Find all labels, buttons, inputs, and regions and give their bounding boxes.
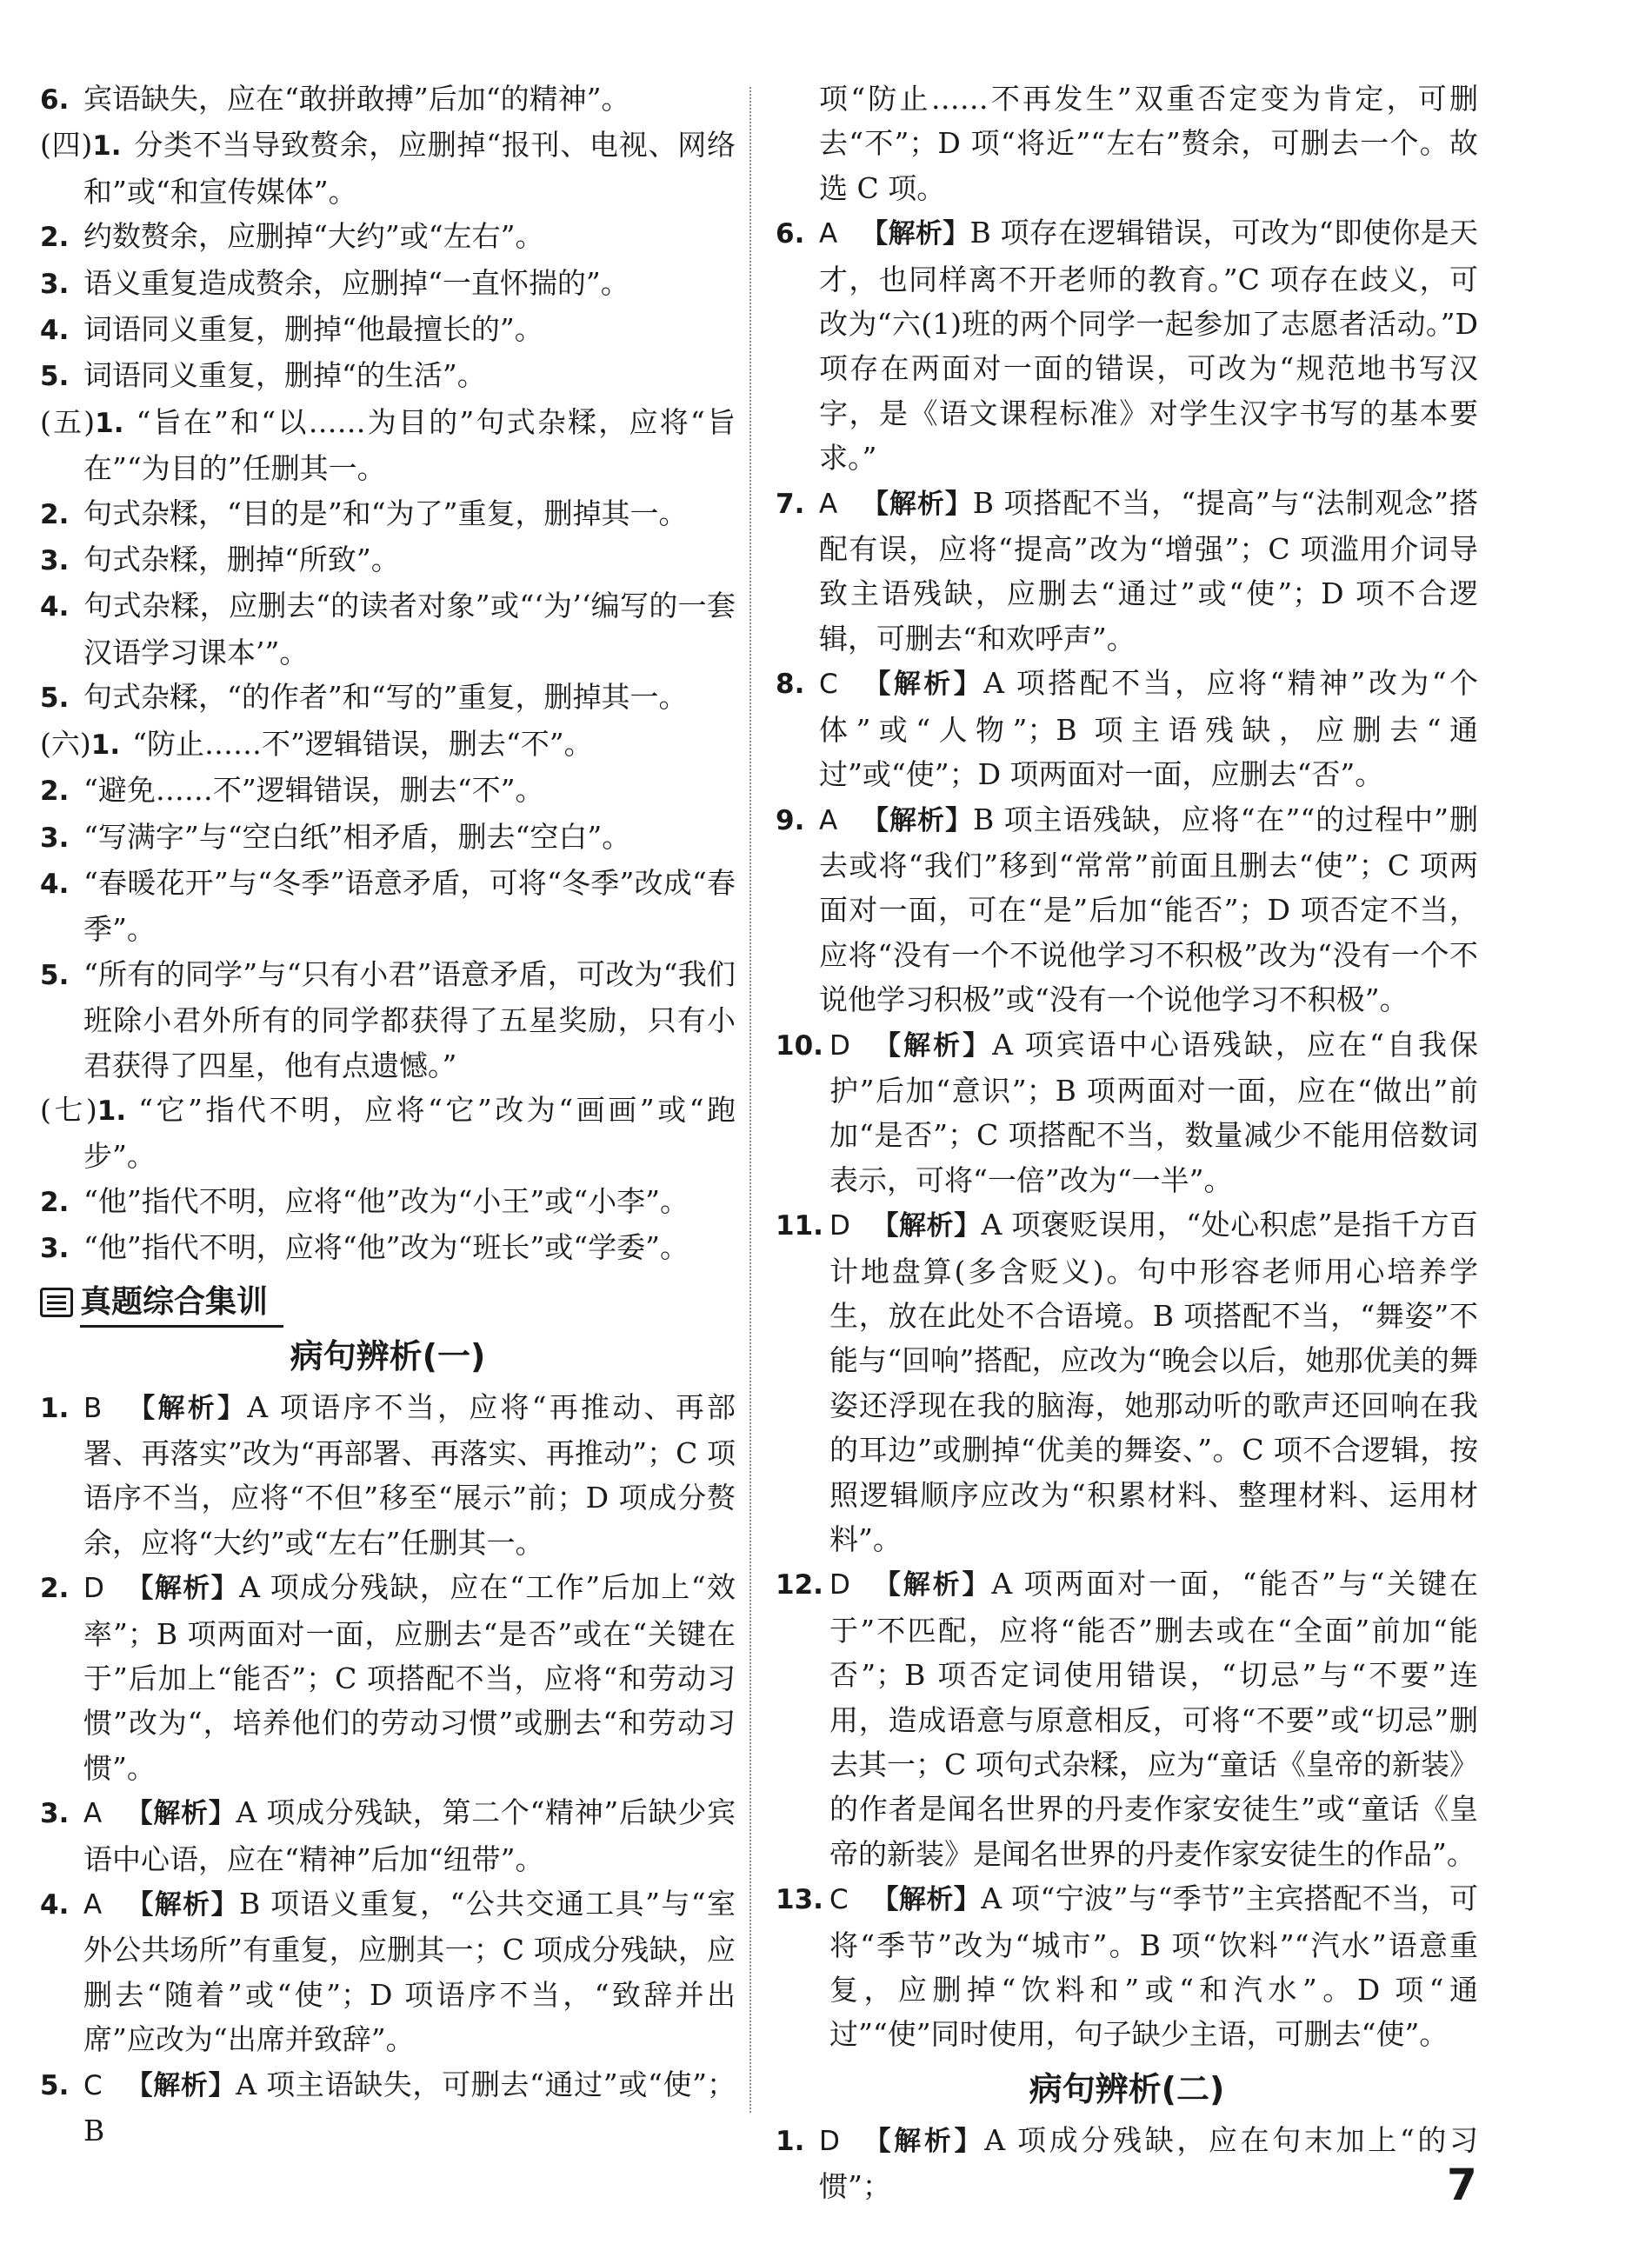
list-item: [40, 675, 736, 721]
item-number: 4.: [40, 868, 70, 900]
item-number: 13.: [776, 1884, 823, 1916]
answer-letter: C: [819, 669, 838, 701]
analysis-tag: 【解析】: [125, 1392, 248, 1424]
analysis-tag: 【解析】: [871, 1884, 982, 1916]
right-explanation-list-2: [776, 2118, 1478, 2209]
item-number: 2.: [40, 1186, 70, 1218]
list-item: [40, 815, 736, 861]
section-title: 真题综合集训: [80, 1277, 283, 1328]
item-number: 7.: [776, 488, 805, 520]
item-text: “旨在”和“以……为目的”句式杂糅，应将“旨在”“为目的”任删其一。: [83, 404, 736, 486]
column-divider: [749, 87, 751, 2113]
item-text: 句式杂糅，“的作者”和“写的”重复，删掉其一。: [83, 680, 688, 715]
answer-letter: A: [819, 488, 838, 520]
answer-letter: B: [83, 1392, 103, 1424]
list-item: [40, 214, 736, 260]
item-text: 句式杂糅，“目的是”和“为了”重复，删掉其一。: [83, 496, 688, 530]
item-text: “春暖花开”与“冬季”语意矛盾，可将“冬季”改成“春季”。: [83, 865, 736, 947]
item-number: 2.: [40, 1573, 70, 1605]
section-number: (六): [40, 726, 91, 761]
list-item: [40, 1385, 736, 1566]
answer-letter: C: [829, 1884, 849, 1916]
item-text: A 项“宁波”与“季节”主宾搭配不当，可将“季节”改为“城市”。B 项“饮料”“汽水”语意重复，应删掉“饮料和”或“和汽水”。D 项“通过”“使”同时使用，句子缺少主语，可删去“使”。: [829, 1881, 1478, 2052]
item-text: A 项两面对一面，“能否”与“关键在于”不匹配，应将“能否”删去或在“全面”前加“能否”；B 项否定词使用错误，“切忌”与“不要”连用，造成语意与原意相反，可将“不要”或“切忌”删去其一；C 项句式杂糅，应为“童话《皇帝的新装》的作者是闻名世界的丹麦作家安徒生”或“童话《皇帝的新装》是闻名世界的丹麦作家安徒生的作品”。: [829, 1567, 1479, 1871]
answer-letter: D: [829, 1569, 850, 1601]
analysis-tag: 【解析】: [125, 1889, 239, 1921]
list-item: [776, 1876, 1478, 2057]
list-item: [40, 952, 736, 1088]
item-number: 3.: [40, 822, 70, 854]
left-explanation-list: [40, 1385, 736, 2154]
list-item: [40, 1565, 736, 1790]
item-number: 3.: [40, 1798, 70, 1830]
item-number: 11.: [776, 1210, 823, 1242]
item-text: “写满字”与“空白纸”相矛盾，删去“空白”。: [83, 819, 631, 854]
item-text: B 项搭配不当，“提高”与“法制观念”搭配有误，应将“提高”改为“增强”；C 项滥用介词导致主语残缺，应删去“通过”或“使”；D 项不合逻辑，可删去“和欢呼声”。: [819, 485, 1478, 656]
section-number: (七): [40, 1092, 97, 1127]
list-item: [40, 768, 736, 814]
list-item: [40, 1790, 736, 1881]
item-number: 4.: [40, 1889, 70, 1921]
item-number: 12.: [776, 1569, 823, 1601]
item-number: 2.: [40, 498, 70, 530]
list-item: [776, 1022, 1478, 1203]
item-text: “防止……不”逻辑错误，删去“不”。: [132, 726, 593, 761]
list-item: [40, 861, 736, 952]
list-item: [776, 2118, 1478, 2209]
list-item: [40, 1881, 736, 2062]
item-text: A 项成分残缺，应在句末加上“的习惯”；: [819, 2122, 1478, 2204]
list-item: [776, 1561, 1478, 1876]
list-item: [776, 210, 1478, 480]
item-number: 3.: [40, 268, 70, 300]
item-number: 10.: [776, 1029, 823, 1062]
list-icon: [40, 1288, 73, 1317]
answer-letter: D: [829, 1210, 850, 1242]
section-number: (五): [40, 404, 96, 439]
item-text: 约数赘余，应删掉“大约”或“左右”。: [83, 219, 544, 254]
section-header: [40, 1281, 736, 1324]
list-item: [40, 583, 736, 675]
list-item: [776, 1202, 1478, 1561]
analysis-tag: 【解析】: [861, 2125, 985, 2157]
analysis-tag: 【解析】: [125, 1573, 240, 1605]
list-item: [40, 1179, 736, 1225]
section-number: (四): [40, 128, 93, 163]
list-item: [40, 77, 736, 123]
analysis-tag: 【解析】: [871, 1569, 992, 1601]
item-number: 8.: [776, 669, 805, 701]
left-answer-list: [40, 77, 736, 1272]
item-number: 9.: [776, 804, 805, 836]
answer-letter: D: [829, 1029, 850, 1062]
item-number: 3.: [40, 1233, 70, 1265]
analysis-tag: 【解析】: [125, 2069, 236, 2101]
item-text: A 项搭配不当，应将“精神”改为“个体”或“人物”；B 项主语残缺，应删去“通过”或“使”；D 项两面对一面，应删去“否”。: [819, 666, 1479, 792]
list-item: [40, 722, 736, 768]
item-number: 5.: [40, 361, 70, 393]
item-text: 宾语缺失，应在“敢拼敢搏”后加“的精神”。: [83, 82, 630, 116]
list-item: [40, 491, 736, 537]
answer-letter: A: [83, 1798, 103, 1830]
item-number: 1.: [95, 407, 124, 439]
list-item: [40, 2062, 736, 2154]
list-item: [776, 797, 1478, 1022]
right-explanation-list: [776, 210, 1478, 2057]
list-item: [40, 1225, 736, 1271]
item-number: 4.: [40, 315, 70, 347]
list-item: [40, 400, 736, 491]
item-number: 1.: [776, 2125, 805, 2157]
item-number: 5.: [40, 2069, 70, 2101]
item-text: “它”指代不明，应将“它”改为“画画”或“跑步”。: [83, 1092, 736, 1174]
list-item: [40, 1088, 736, 1179]
item-text: 分类不当导致赘余，应删掉“报刊、电视、网络和”或“和宣传媒体”。: [83, 128, 736, 209]
item-text: A 项宾语中心语残缺，应在“自我保护”后加“意识”；B 项两面对一面，应在“做出”前加“是否”；C 项搭配不当，数量减少不能用倍数词表示，可将“一倍”改为“一半”。: [829, 1027, 1478, 1197]
item-number: 2.: [40, 222, 70, 254]
item-text: 句式杂糅，应删去“的读者对象”或“‘为’‘编写的一套汉语学习课本’”。: [83, 589, 736, 669]
item-number: 1.: [97, 1095, 127, 1127]
list-item: [40, 307, 736, 353]
list-item: [40, 261, 736, 307]
answer-letter: A: [819, 218, 838, 250]
item-number: 4.: [40, 591, 70, 623]
list-item: [40, 537, 736, 583]
list-item: [40, 123, 736, 214]
item-text: 语义重复造成赘余，应删掉“一直怀揣的”。: [83, 265, 629, 300]
left-column: [40, 77, 736, 2153]
item-text: B 项语义重复，“公共交通工具”与“室外公共场所”有重复，应删其一；C 项成分残缺，应删去“随着”或“使”；D 项语序不当，“致辞并出席”应改为“出席并致辞”。: [83, 1887, 736, 2057]
subsection-title: 病句辨析(一): [290, 1336, 486, 1375]
item-text: 词语同义重复，删掉“的生活”。: [83, 358, 486, 393]
item-text: 句式杂糅，删掉“所致”。: [83, 543, 400, 577]
continued-text: 项“防止……不再发生”双重否定变为肯定，可删去“不”；D 项“将近”“左右”赘余，可删去一个。故选 C 项。: [819, 82, 1478, 205]
analysis-tag: 【解析】: [861, 218, 970, 250]
item-text: B 项主语残缺，应将“在”“的过程中”删去或将“我们”移到“常常”前面且删去“使”；C 项两面对一面，可在“是”后加“能否”；D 项否定不当，应将“没有一个不说他学习不积极”改为“没有一个不说他学习积极”或“没有一个说他学习不积极”。: [819, 802, 1478, 1017]
list-item: [40, 353, 736, 399]
analysis-tag: 【解析】: [861, 488, 973, 520]
answer-letter: A: [83, 1889, 103, 1921]
item-number: 2.: [40, 776, 70, 808]
answer-letter: A: [819, 804, 838, 836]
item-text: A 项成分残缺，应在“工作”后加上“效率”；B 项两面对一面，应删去“是否”或在“关键在于”后加上“能否”；C 项搭配不当，应将“和劳动习惯”改为“，培养他们的劳动习惯”或删去“和劳动习惯”。: [83, 1570, 736, 1785]
answer-letter: C: [83, 2069, 103, 2101]
item-text: “他”指代不明，应将“他”改为“班长”或“学委”。: [83, 1230, 689, 1265]
item-text: B 项存在逻辑错误，可改为“即使你是天才，也同样离不开老师的教育。”C 项存在歧义，可改为“六(1)班的两个同学一起参加了志愿者活动。”D 项存在两面对一面的错误，可改为“规范地书写汉字，是《语文课程标准》对学生汉字书写的基本要求。”: [819, 216, 1478, 476]
item-text: A 项成分残缺，第二个“精神”后缺少宾语中心语，应在“精神”后加“纽带”。: [83, 1795, 736, 1876]
analysis-tag: 【解析】: [871, 1029, 993, 1062]
item-text: “他”指代不明，应将“他”改为“小王”或“小李”。: [83, 1183, 689, 1218]
item-number: 5.: [40, 683, 70, 715]
item-text: A 项主语缺失，可删去“通过”或“使”；B: [83, 2067, 736, 2148]
item-number: 5.: [40, 959, 70, 991]
item-number: 1.: [92, 130, 122, 163]
list-item: [776, 661, 1478, 796]
right-column: [776, 77, 1478, 2209]
item-text: “所有的同学”与“只有小君”语意矛盾，可改为“我们班除小君外所有的同学都获得了五星奖励，只有小君获得了四星，他有点遗憾。”: [83, 956, 736, 1082]
item-text: A 项语序不当，应将“再推动、再部署、再落实”改为“再部署、再落实、再推动”；C 项语序不当，应将“不但”移至“展示”前；D 项成分赘余，应将“大约”或“左右”任删其一。: [83, 1389, 736, 1560]
item-number: 6.: [776, 218, 805, 250]
analysis-tag: 【解析】: [861, 669, 984, 701]
item-number: 1.: [40, 1392, 70, 1424]
analysis-tag: 【解析】: [861, 804, 973, 836]
subsection-title: 病句辨析(二): [1029, 2069, 1225, 2108]
analysis-tag: 【解析】: [871, 1210, 982, 1242]
item-text: A 项褒贬误用，“处心积虑”是指千方百计地盘算(多含贬义)。句中形容老师用心培养学生，放在此处不合语境。B 项搭配不当，“舞姿”不能与“回响”搭配，应改为“晚会以后，她那优美的舞姿还浮现在我的脑海，她那动听的歌声还回响在我的耳边”或删掉“优美的舞姿、”。C 项不合逻辑，按照逻辑顺序应改为“积累材料、整理材料、运用材料”。: [829, 1208, 1479, 1556]
item-text: “避免……不”逻辑错误，删去“不”。: [83, 773, 544, 808]
item-number: 1.: [90, 729, 121, 761]
analysis-tag: 【解析】: [125, 1798, 236, 1830]
answer-letter: D: [83, 1573, 104, 1605]
item-number: 6.: [40, 84, 70, 116]
item-text: 词语同义重复，删掉“他最擅长的”。: [83, 312, 543, 347]
answer-letter: D: [819, 2125, 840, 2157]
page-number: 7: [1447, 2160, 1477, 2210]
item-number: 3.: [40, 545, 70, 577]
list-item: [776, 481, 1478, 662]
